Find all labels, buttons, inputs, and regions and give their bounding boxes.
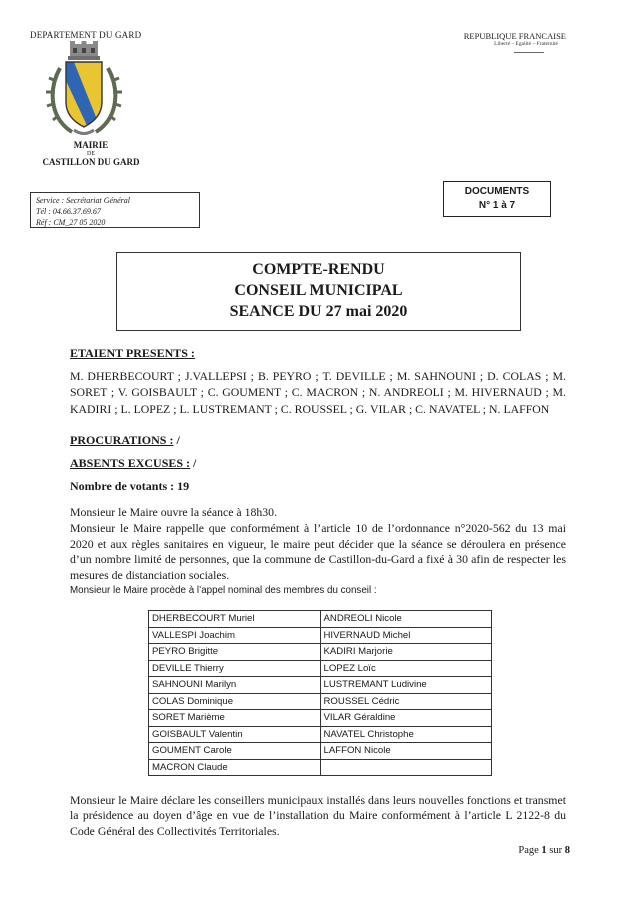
page-number: [518, 845, 570, 856]
procurations-row: [70, 433, 180, 448]
ordinance-paragraph: Monsieur le Maire rappelle que conformément à l’article 10 de l’ordonnance n°2020-562 du 13 mai 2020 et aux règles sanitaires en vigueur, le maire peut décider que la séance se déroulera en présence d’un nombre limité de personnes, que la commune de Castillon-du-Gard a fixé à 30 afin de respecter les mesures de distanciation sociales.: [70, 520, 566, 583]
member-cell: HIVERNAUD Michel: [320, 627, 492, 644]
documents-box: [443, 181, 551, 217]
member-cell: [320, 759, 492, 776]
department-label: DEPARTEMENT DU GARD: [30, 30, 142, 40]
member-cell: LUSTREMANT Ludivine: [320, 677, 492, 694]
table-row: [149, 693, 492, 710]
members-table: [148, 610, 492, 776]
motto-divider: [514, 52, 544, 53]
member-cell: DEVILLE Thierry: [149, 660, 321, 677]
member-cell: GOUMENT Carole: [149, 743, 321, 760]
opening-paragraph: Monsieur le Maire ouvre la séance à 18h30.: [70, 505, 278, 519]
procurations-heading: PROCURATIONS :: [70, 433, 174, 447]
service-line: Service : Secrétariat Général: [36, 196, 130, 205]
motto-label: Liberté – Egalité – Fraternité: [494, 41, 558, 47]
member-cell: DHERBECOURT Muriel: [149, 611, 321, 628]
roll-call-paragraph: Monsieur le Maire procède à l’appel nominal des membres du conseil :: [70, 584, 377, 596]
service-box: [30, 192, 200, 228]
table-row: [149, 611, 492, 628]
documents-range: N° 1 à 7: [478, 200, 516, 211]
member-cell: SAHNOUNI Marilyn: [149, 677, 321, 694]
member-cell: LAFFON Nicole: [320, 743, 492, 760]
absents-value: /: [193, 456, 197, 470]
procurations-value: /: [176, 433, 180, 447]
title-box: [116, 252, 521, 331]
table-row: [149, 627, 492, 644]
body-text: [70, 505, 566, 597]
member-cell: PEYRO Brigitte: [149, 644, 321, 661]
mairie-label: MAIRIE: [73, 140, 109, 150]
member-cell: ROUSSEL Cédric: [320, 693, 492, 710]
table-row: [149, 677, 492, 694]
member-cell: KADIRI Marjorie: [320, 644, 492, 661]
page-total: 8: [564, 845, 570, 856]
member-cell: COLAS Dominique: [149, 693, 321, 710]
member-cell: GOISBAULT Valentin: [149, 726, 321, 743]
page-current: 1: [541, 845, 547, 856]
table-row: [149, 660, 492, 677]
page-prefix: Page: [518, 845, 539, 856]
member-cell: LOPEZ Loïc: [320, 660, 492, 677]
republic-label: REPUBLIQUE FRANCAISE: [463, 31, 566, 41]
presents-list: M. DHERBECOURT ; J.VALLEPSI ; B. PEYRO ; T. DEVILLE ; M. SAHNOUNI ; D. COLAS ; M. SORET ; V. GOISBAULT ; C. GOUMENT ; C. MACRON ; N. ANDREOLI ; M. HIVERNAUD ; M. KADIRI ; L. LOPEZ ; L. LUSTREMANT ; C. ROUSSEL ; G. VILAR ; C. NAVATEL ; N. LAFFON: [70, 369, 566, 416]
closing-paragraph: Monsieur le Maire déclare les conseillers municipaux installés dans leurs nouvelles fonctions et transmet la présidence au doyen d’âge en vue de l’installation du Maire conformément à l’article L 2122-8 du Code Général des Collectivités Territoriales.: [70, 793, 566, 838]
table-row: [149, 644, 492, 661]
title-line-2: CONSEIL MUNICIPAL: [234, 282, 403, 299]
table-row: [149, 759, 492, 776]
table-row: [149, 710, 492, 727]
mairie-block: [30, 140, 152, 168]
reference-line: Réf : CM_27 05 2020: [36, 218, 106, 227]
member-cell: ANDREOLI Nicole: [320, 611, 492, 628]
absents-heading: ABSENTS EXCUSES :: [70, 456, 191, 470]
phone-line: Tél : 04.66.37.69.67: [36, 207, 101, 216]
de-label: DE: [87, 150, 95, 157]
member-cell: SORET Marième: [149, 710, 321, 727]
table-row: [149, 726, 492, 743]
member-cell: MACRON Claude: [149, 759, 321, 776]
documents-label: DOCUMENTS: [464, 186, 530, 197]
presents-heading: ETAIENT PRESENTS :: [70, 346, 195, 360]
members-table-body: [149, 611, 492, 776]
absents-row: [70, 456, 196, 471]
town-crest-icon: [44, 40, 124, 140]
member-cell: VALLESPI Joachim: [149, 627, 321, 644]
title-line-3: SEANCE DU 27 mai 2020: [229, 303, 408, 320]
votants-count: Nombre de votants : 19: [70, 479, 190, 493]
member-cell: NAVATEL Christophe: [320, 726, 492, 743]
table-row: [149, 743, 492, 760]
member-cell: VILAR Géraldine: [320, 710, 492, 727]
page-sep: sur: [549, 845, 563, 856]
town-name: CASTILLON DU GARD: [42, 157, 140, 168]
title-line-1: COMPTE-RENDU: [252, 261, 385, 278]
